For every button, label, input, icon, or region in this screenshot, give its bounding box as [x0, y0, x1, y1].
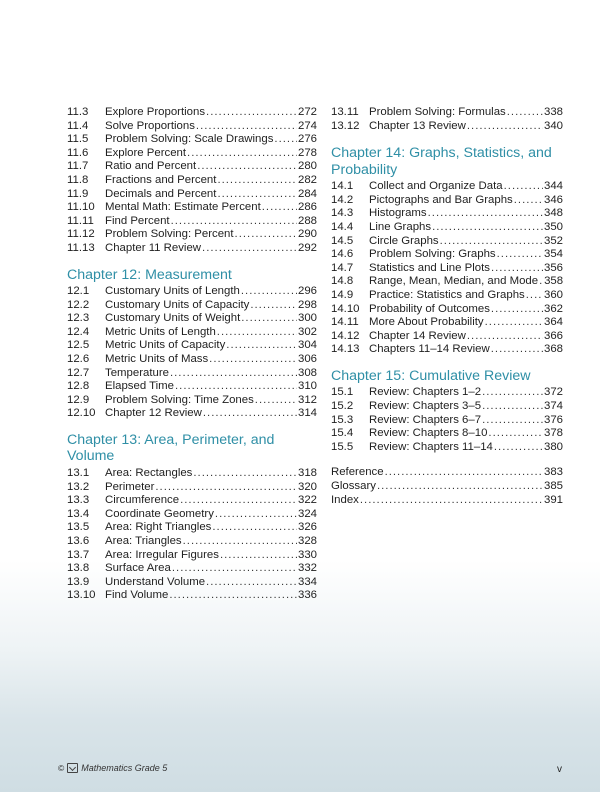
section-title: Problem Solving: Percent [105, 228, 234, 241]
page-ref: 391 [543, 493, 563, 506]
section-number: 14.5 [331, 234, 354, 247]
toc-entry [67, 380, 317, 394]
dot-leader [171, 215, 297, 229]
chapter-13-list [67, 467, 317, 603]
toc-entry [331, 386, 563, 400]
page-ref: 320 [297, 480, 317, 493]
section-number: 13.6 [67, 534, 90, 547]
section-number: 14.3 [331, 207, 354, 220]
page-ref: 324 [297, 507, 317, 520]
section-title: Review: Chapters 6–7 [369, 413, 482, 426]
page-ref: 336 [297, 589, 317, 602]
section-number: 12.8 [67, 380, 90, 393]
dot-leader [180, 494, 297, 508]
page-ref: 360 [543, 288, 563, 301]
dot-leader [467, 330, 543, 344]
copyright-symbol: © [58, 763, 65, 773]
section-title: Index [331, 493, 359, 506]
section-title: Fractions and Percent [105, 173, 217, 186]
toc-entry [331, 414, 563, 428]
section-title: Collect and Organize Data [369, 180, 503, 193]
page-ref: 272 [297, 106, 317, 118]
page-ref: 274 [297, 119, 317, 132]
toc-entry [67, 106, 317, 120]
section-number: 14.6 [331, 248, 354, 261]
section-title: Explore Proportions [105, 106, 206, 118]
toc-entry [331, 262, 563, 276]
dot-leader [217, 188, 297, 202]
section-number: 11.8 [67, 173, 89, 186]
page-number: v [557, 764, 562, 775]
section-number: 12.2 [67, 298, 90, 311]
section-number: 12.3 [67, 312, 90, 325]
page-ref: 356 [543, 261, 563, 274]
section-number: 14.4 [331, 220, 354, 233]
toc-entry [67, 521, 317, 535]
section-title: Probability of Outcomes [369, 302, 490, 315]
dot-leader [262, 201, 297, 215]
section-title: More About Probability [369, 316, 484, 329]
section-title: Statistics and Line Plots [369, 261, 490, 274]
page-ref: 346 [543, 193, 563, 206]
dot-leader [274, 133, 297, 147]
section-title: Line Graphs [369, 220, 432, 233]
page-ref: 354 [543, 248, 563, 261]
section-number: 12.1 [67, 285, 90, 298]
section-title: Chapter 13 Review [369, 119, 466, 132]
section-number: 13.4 [67, 507, 90, 520]
section-number: 15.2 [331, 400, 354, 412]
toc-entry [67, 133, 317, 147]
chapter-12-heading: Chapter 12: Measurement [67, 266, 232, 283]
section-number: 14.13 [331, 343, 360, 356]
dot-leader [385, 466, 543, 480]
page-ref: 308 [297, 366, 317, 379]
section-number: 13.11 [331, 106, 359, 118]
page-ref: 278 [297, 146, 317, 159]
dot-leader [203, 407, 297, 421]
toc-entry [67, 353, 317, 367]
dot-leader [467, 120, 543, 134]
chapter-13-continued-list [331, 106, 563, 133]
section-title: Chapters 11–14 Review [369, 343, 490, 356]
section-title: Metric Units of Mass [105, 353, 209, 365]
section-title: Metric Units of Capacity [105, 339, 226, 352]
page-ref: 334 [297, 575, 317, 588]
section-number: 11.12 [67, 228, 95, 241]
chapter-15-heading: Chapter 15: Cumulative Review [331, 367, 531, 384]
page-ref: 364 [543, 316, 563, 329]
page-ref: 282 [297, 173, 317, 186]
section-title: Review: Chapters 11–14 [369, 440, 493, 453]
page-ref: 318 [297, 466, 317, 479]
toc-left-column [67, 106, 317, 603]
section-number: 15.4 [331, 427, 354, 440]
section-number: 11.11 [67, 214, 94, 227]
section-number: 13.10 [67, 589, 96, 602]
section-number: 14.2 [331, 193, 354, 206]
section-title: Problem Solving: Graphs [369, 248, 496, 261]
backmatter-entry [331, 494, 563, 508]
toc-entry [331, 427, 563, 441]
dot-leader [488, 427, 543, 441]
dot-leader [440, 235, 543, 249]
dot-leader [255, 394, 297, 408]
page-ref: 288 [297, 214, 317, 227]
toc-entry [67, 576, 317, 590]
toc-entry [67, 326, 317, 340]
backmatter-list [331, 466, 563, 507]
section-number: 13.8 [67, 562, 90, 575]
section-title: Review: Chapters 8–10 [369, 427, 488, 440]
chapter-13-heading: Chapter 13: Area, Perimeter, and Volume [67, 431, 275, 465]
page-ref: 284 [297, 187, 317, 200]
page-ref: 350 [543, 220, 563, 233]
page-ref: 366 [543, 329, 563, 342]
section-number: 12.7 [67, 366, 90, 379]
page-ref: 374 [543, 400, 563, 412]
section-title: Problem Solving: Scale Drawings [105, 133, 274, 146]
section-number: 11.7 [67, 160, 89, 173]
toc-entry [67, 508, 317, 522]
section-title: Circle Graphs [369, 234, 439, 247]
backmatter-entry [331, 466, 563, 480]
section-title: Solve Proportions [105, 119, 195, 132]
toc-entry [67, 562, 317, 576]
dot-leader [241, 285, 297, 299]
section-number: 15.5 [331, 440, 354, 453]
dot-leader [494, 441, 543, 455]
dot-leader [202, 242, 297, 256]
dot-leader [504, 180, 543, 194]
toc-entry [67, 467, 317, 481]
section-number: 13.3 [67, 494, 90, 507]
section-title: Customary Units of Weight [105, 312, 241, 325]
page-ref: 286 [297, 201, 317, 214]
section-title: Review: Chapters 1–2 [369, 386, 482, 399]
toc-entry [67, 174, 317, 188]
dot-leader [217, 174, 297, 188]
backmatter-entry [331, 480, 563, 494]
section-number: 12.6 [67, 353, 90, 365]
section-number: 15.3 [331, 413, 354, 426]
page-ref: 338 [543, 106, 563, 118]
toc-entry [331, 316, 563, 330]
chapter-14-heading: Chapter 14: Graphs, Statistics, and Probability [331, 145, 552, 178]
section-number: 14.1 [331, 180, 354, 193]
page-ref: 276 [297, 133, 317, 146]
toc-entry [67, 299, 317, 313]
section-title: Reference [331, 466, 384, 479]
section-title: Review: Chapters 3–5 [369, 400, 482, 412]
section-title: Area: Triangles [105, 534, 182, 547]
section-title: Area: Right Triangles [105, 521, 212, 534]
section-number: 13.12 [331, 119, 360, 132]
section-number: 14.8 [331, 275, 354, 288]
page-ref: 280 [297, 160, 317, 173]
toc-entry [67, 312, 317, 326]
dot-leader [377, 480, 543, 494]
page-ref: 326 [297, 521, 317, 534]
chapter-15-list [331, 386, 563, 454]
page-ref: 322 [297, 494, 317, 507]
dot-leader [526, 289, 543, 303]
dot-leader [226, 339, 297, 353]
section-title: Customary Units of Length [105, 285, 240, 298]
section-number: 11.10 [67, 201, 95, 214]
section-number: 11.13 [67, 241, 95, 254]
toc-entry [67, 201, 317, 215]
dot-leader [241, 312, 297, 326]
page-ref: 328 [297, 534, 317, 547]
section-number: 15.1 [331, 386, 354, 399]
section-number: 12.9 [67, 393, 90, 406]
section-number: 14.11 [331, 316, 359, 329]
page-ref: 290 [297, 228, 317, 241]
dot-leader [175, 380, 297, 394]
section-title: Metric Units of Length [105, 325, 216, 338]
dot-leader [360, 494, 543, 508]
section-number: 13.1 [67, 466, 90, 479]
dot-leader [220, 549, 297, 563]
publisher-logo-icon [67, 763, 78, 773]
section-number: 14.10 [331, 302, 360, 315]
toc-entry [67, 339, 317, 353]
section-title: Explore Percent [105, 146, 187, 159]
page-ref: 300 [297, 312, 317, 325]
section-title: Chapter 12 Review [105, 407, 202, 420]
dot-leader [212, 521, 297, 535]
toc-entry [331, 106, 563, 120]
toc-entry [67, 228, 317, 242]
dot-leader [491, 343, 543, 357]
page-ref: 352 [543, 234, 563, 247]
page-ref: 385 [543, 479, 563, 492]
page-ref: 362 [543, 302, 563, 315]
section-number: 13.9 [67, 575, 90, 588]
dot-leader [482, 386, 543, 400]
page-ref: 348 [543, 207, 563, 220]
section-title: Circumference [105, 494, 180, 507]
section-title: Glossary [331, 479, 376, 492]
page-ref: 312 [297, 393, 317, 406]
page-ref: 304 [297, 339, 317, 352]
section-title: Area: Rectangles [105, 466, 193, 479]
toc-entry [331, 343, 563, 357]
page-ref: 306 [297, 353, 317, 365]
section-title: Mental Math: Estimate Percent [105, 201, 261, 214]
dot-leader [155, 481, 297, 495]
dot-leader [183, 535, 297, 549]
toc-entry [67, 285, 317, 299]
dot-leader [497, 248, 543, 262]
dot-leader [193, 467, 297, 481]
toc-entry [67, 367, 317, 381]
dot-leader [197, 160, 297, 174]
page-ref: 344 [543, 180, 563, 193]
section-title: Practice: Statistics and Graphs [369, 288, 525, 301]
dot-leader [187, 147, 297, 161]
chapter-14-list [331, 180, 563, 357]
toc-entry [67, 494, 317, 508]
section-number: 12.4 [67, 325, 90, 338]
toc-entry [331, 207, 563, 221]
section-title: Find Volume [105, 589, 169, 602]
section-title: Customary Units of Capacity [105, 298, 250, 311]
page-ref: 302 [297, 325, 317, 338]
dot-leader [485, 316, 543, 330]
dot-leader [539, 275, 543, 289]
page-ref: 372 [543, 386, 563, 399]
section-number: 11.5 [67, 133, 89, 146]
section-number: 13.2 [67, 480, 90, 493]
page-ref: 378 [543, 427, 563, 440]
toc-entry [67, 589, 317, 603]
section-number: 13.7 [67, 548, 90, 561]
section-title: Elapsed Time [105, 380, 175, 393]
toc-entry [331, 289, 563, 303]
page-ref: 298 [297, 298, 317, 311]
dot-leader [432, 221, 543, 235]
section-title: Chapter 14 Review [369, 329, 466, 342]
dot-leader [491, 303, 543, 317]
toc-entry [331, 180, 563, 194]
page-ref: 380 [543, 440, 563, 453]
page-footer [58, 763, 167, 773]
dot-leader [428, 207, 543, 221]
toc-entry [331, 194, 563, 208]
page-ref: 314 [297, 407, 317, 420]
dot-leader [169, 589, 297, 603]
dot-leader [206, 106, 297, 120]
toc-entry [67, 242, 317, 256]
page-ref: 340 [543, 119, 563, 132]
page-ref: 368 [543, 343, 563, 356]
toc-entry [67, 120, 317, 134]
section-title: Histograms [369, 207, 427, 220]
dot-leader [209, 353, 297, 367]
toc-entry [331, 441, 563, 455]
section-title: Understand Volume [105, 575, 206, 588]
section-title: Temperature [105, 366, 169, 379]
section-title: Chapter 11 Review [105, 241, 202, 254]
dot-leader [491, 262, 543, 276]
page-ref: 358 [544, 275, 564, 288]
page-ref: 310 [297, 380, 317, 393]
dot-leader [482, 400, 543, 414]
section-title: Problem Solving: Formulas [369, 106, 506, 118]
page-ref: 296 [297, 285, 317, 298]
chapter-11-list [67, 106, 317, 256]
series-title: Mathematics Grade 5 [81, 763, 168, 773]
page-ref: 376 [543, 413, 563, 426]
toc-entry [331, 235, 563, 249]
section-title: Pictographs and Bar Graphs [369, 193, 513, 206]
page-ref: 330 [297, 548, 317, 561]
page-ref: 332 [297, 562, 317, 575]
section-number: 13.5 [67, 521, 90, 534]
section-title: Surface Area [105, 562, 171, 575]
toc-entry [67, 215, 317, 229]
section-number: 14.12 [331, 329, 360, 342]
page-ref: 292 [297, 241, 317, 254]
toc-entry [67, 160, 317, 174]
section-title: Perimeter [105, 480, 155, 493]
section-number: 14.9 [331, 288, 354, 301]
toc-entry [331, 303, 563, 317]
dot-leader [507, 106, 543, 120]
dot-leader [250, 299, 297, 313]
toc-entry [331, 275, 563, 289]
toc-entry [67, 147, 317, 161]
toc-entry [67, 407, 317, 421]
section-number: 11.4 [67, 119, 89, 132]
dot-leader [235, 228, 297, 242]
toc-entry [331, 221, 563, 235]
toc-entry [67, 394, 317, 408]
section-title: Find Percent [105, 214, 170, 227]
section-title: Problem Solving: Time Zones [105, 393, 254, 406]
toc-entry [331, 330, 563, 344]
toc-entry [67, 549, 317, 563]
toc-entry [331, 400, 563, 414]
section-number: 11.9 [67, 187, 89, 200]
dot-leader [215, 508, 297, 522]
section-title: Decimals and Percent [105, 187, 217, 200]
section-number: 14.7 [331, 261, 354, 274]
chapter-12-list [67, 285, 317, 421]
section-title: Range, Mean, Median, and Mode [369, 275, 539, 288]
section-number: 12.10 [67, 407, 96, 420]
section-title: Coordinate Geometry [105, 507, 214, 520]
dot-leader [172, 562, 297, 576]
toc-entry [67, 188, 317, 202]
dot-leader [217, 326, 297, 340]
section-number: 12.5 [67, 339, 90, 352]
dot-leader [170, 367, 297, 381]
toc-entry [67, 481, 317, 495]
section-number: 11.6 [67, 146, 89, 159]
page-ref: 383 [543, 466, 563, 479]
toc-entry [67, 535, 317, 549]
section-title: Area: Irregular Figures [105, 548, 219, 561]
toc-entry [331, 248, 563, 262]
dot-leader [206, 576, 297, 590]
dot-leader [482, 414, 543, 428]
dot-leader [514, 194, 543, 208]
section-number: 11.3 [67, 106, 89, 118]
dot-leader [196, 120, 297, 134]
toc-entry [331, 120, 563, 134]
toc-right-column [331, 106, 563, 507]
section-title: Ratio and Percent [105, 160, 197, 173]
